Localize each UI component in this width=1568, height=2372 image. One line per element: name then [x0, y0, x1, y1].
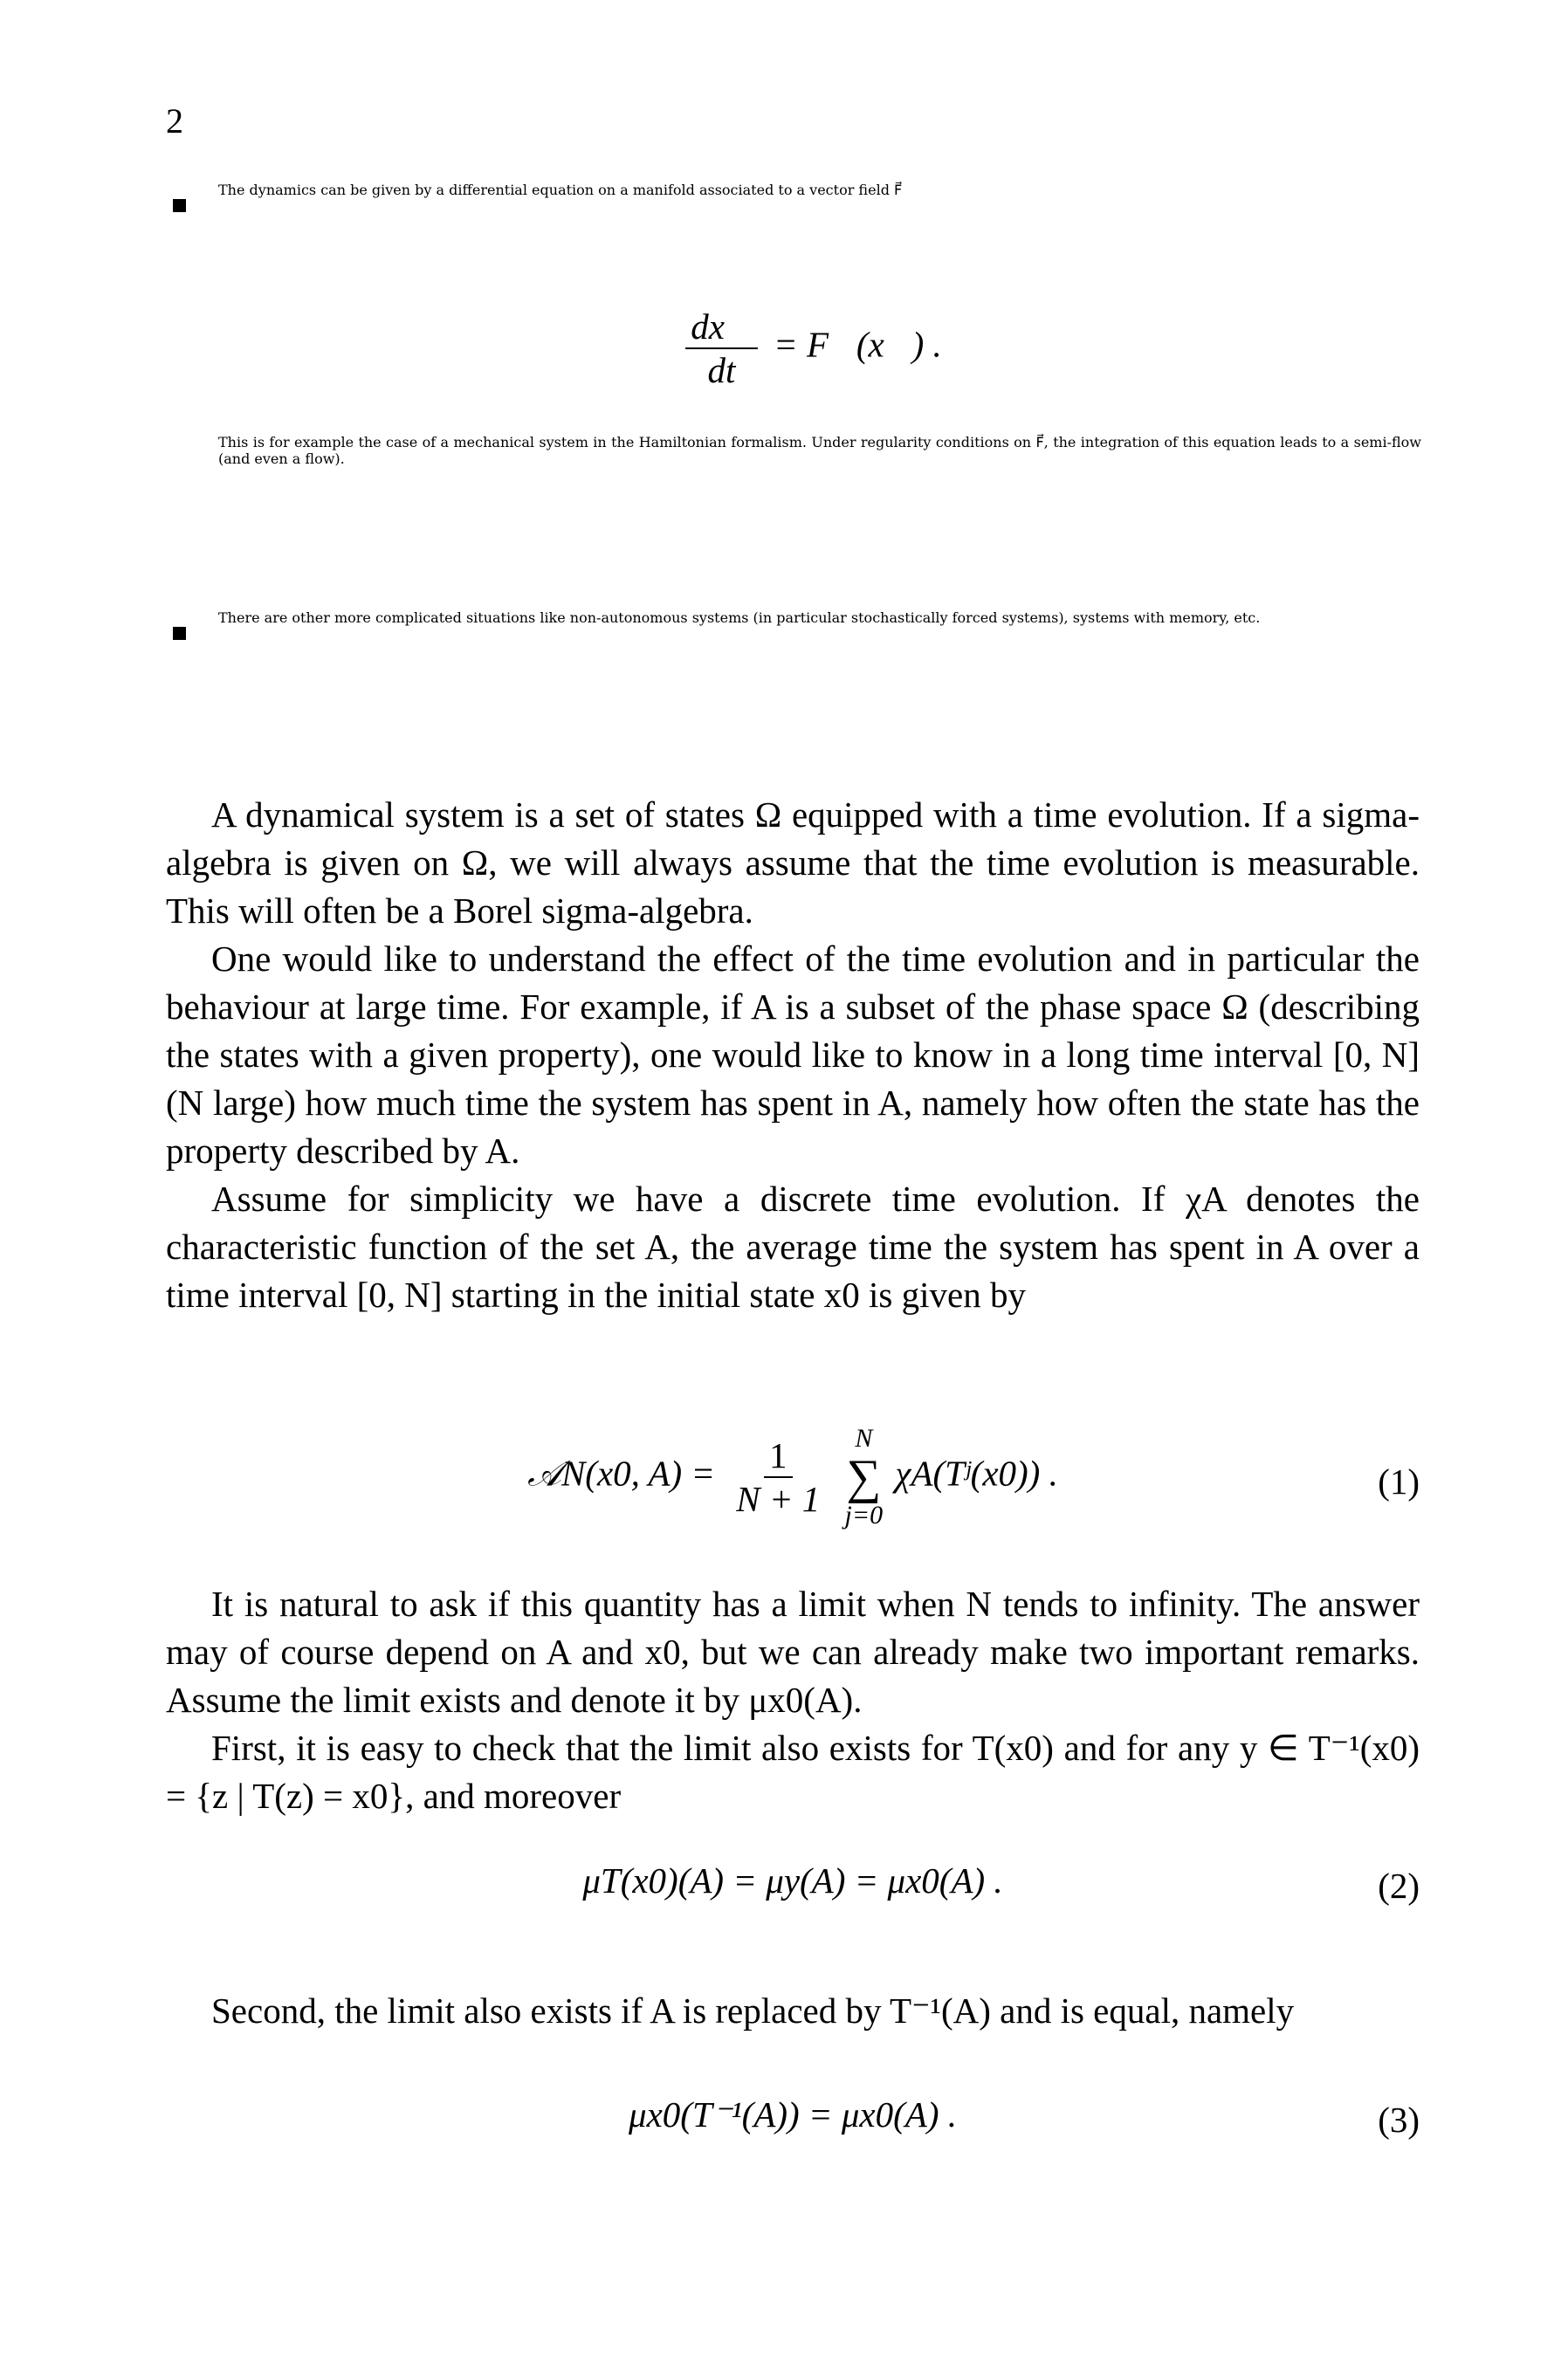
- equation-2: [166, 1860, 1420, 1912]
- paragraph: One would like to understand the effect of the time evolution and in particular the behaviour at large time. For example, if A is a subset of the phase space Ω (describing the states with a given property), one would like to know in a long time interval [0, N] (N large) how much time the system has spent in A, namely how often the state has the property described by A.: [166, 938, 1420, 1171]
- fraction-denominator: N + 1: [736, 1479, 821, 1519]
- summation-operator: [845, 1425, 884, 1530]
- paragraph-block-3: [166, 1987, 1420, 2035]
- equation-number: (3): [1378, 2100, 1420, 2140]
- equation-rhs: = F⃗(x⃗) .: [774, 324, 942, 365]
- bullet-icon: [173, 627, 186, 640]
- paragraph-block-2: [166, 1580, 1420, 1820]
- equation-ode: [166, 306, 1420, 410]
- bullet-icon: [173, 199, 186, 212]
- sigma-icon: ∑: [846, 1450, 882, 1504]
- equation-body: μT(x0)(A) = μy(A) = μx0(A) .: [582, 1860, 1003, 1901]
- bullet-item-complicated: [218, 609, 1421, 626]
- bullet-after-text: This is for example the case of a mechanical system in the Hamiltonian formalism. Under regularity conditions on F⃗, the integration of this equation leads to a semi-flow (and even a flow).: [218, 434, 1421, 467]
- fraction-numerator: 1: [764, 1434, 793, 1478]
- bullet-continuation: [218, 434, 1421, 467]
- equation-number: (1): [1378, 1461, 1420, 1502]
- fraction-numerator: dx⃗: [685, 306, 758, 349]
- paragraph: First, it is easy to check that the limit also exists for T(x0) and for any y ∈ T⁻¹(x0) = {z | T(z) = x0}, and moreover: [166, 1728, 1420, 1816]
- equation-number: (2): [1378, 1866, 1420, 1906]
- paragraph: Second, the limit also exists if A is replaced by T⁻¹(A) and is equal, namely: [211, 1990, 1295, 2031]
- equation-body: μx0(T⁻¹(A)) = μx0(A) .: [629, 2094, 957, 2135]
- page-number: 2: [166, 101, 183, 141]
- paragraph-block-1: [166, 791, 1420, 1319]
- equation-1: [166, 1416, 1420, 1547]
- bullet-item-dynamics: [218, 182, 1421, 198]
- equation-3: [166, 2094, 1420, 2146]
- sum-upper-limit: N: [855, 1424, 873, 1453]
- fraction: [731, 1434, 825, 1520]
- paragraph: A dynamical system is a set of states Ω equipped with a time evolution. If a sigma-algebra is given on Ω, we will always assume that the time evolution is measurable. This will often be a Borel sigma-algebra.: [166, 794, 1420, 931]
- paragraph: It is natural to ask if this quantity has a limit when N tends to infinity. The answer may of course depend on A and x0, but we can already make two important remarks. Assume the limit exists and denote it by μx0(A).: [166, 1584, 1420, 1720]
- sum-lower-limit: j=0: [844, 1501, 884, 1530]
- paragraph: Assume for simplicity we have a discrete time evolution. If χA denotes the characteristic function of the set A, the average time the system has spent in A over a time interval [0, N] starting in the initial state x0 is given by: [166, 1179, 1420, 1315]
- equation-lhs: 𝒜N(x0, A) =: [527, 1453, 716, 1494]
- equation-rhs: χA(Tʲ(x0)) .: [895, 1453, 1058, 1494]
- fraction-denominator: dt: [707, 350, 736, 390]
- fraction: [685, 306, 758, 391]
- bullet-text: There are other more complicated situations like non-autonomous systems (in particular stochastically forced systems), systems with memory, etc.: [218, 609, 1261, 626]
- bullet-text: The dynamics can be given by a differential equation on a manifold associated to a vector field F⃗: [218, 182, 903, 198]
